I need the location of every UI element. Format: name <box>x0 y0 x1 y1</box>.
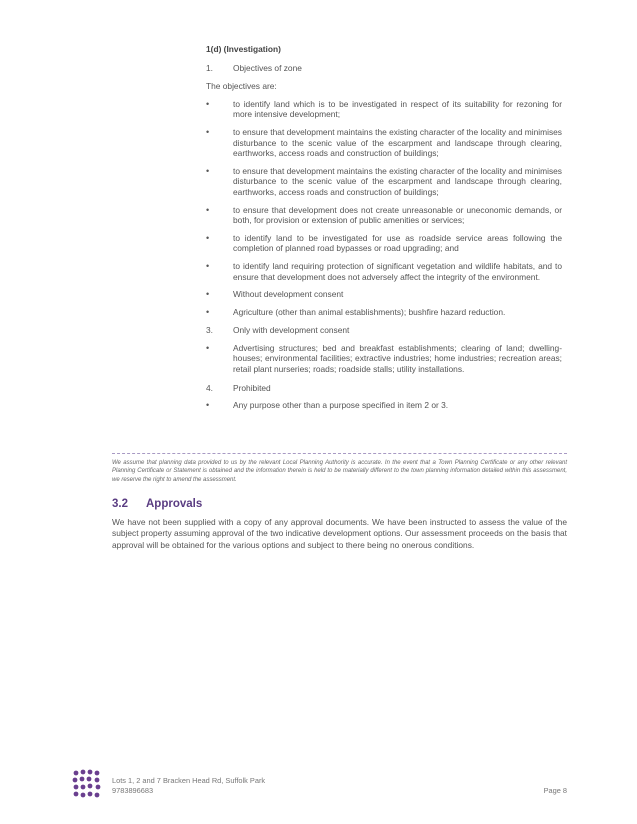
prohibited-item: • Any purpose other than a purpose specified in item 2 or 3. <box>206 400 449 411</box>
zone-heading: 1(d) (Investigation) <box>206 44 281 54</box>
objectives-number: 1. <box>206 62 213 73</box>
section-title: Approvals <box>146 498 203 510</box>
company-logo-icon <box>72 769 102 801</box>
objectives-heading <box>206 63 562 74</box>
bullet-icon: • <box>206 232 210 243</box>
bullet-icon: • <box>206 165 210 176</box>
objective-item: • to ensure that development maintains the existing character of the locality and minimises disturbance to the scenic value of the escarpment and landscape through clearing, earthworks, access roads and construction of buildings; <box>206 126 562 159</box>
objectives-intro: The objectives are: <box>206 81 277 92</box>
zone-table <box>206 44 562 411</box>
section-number: 3.2 <box>112 498 128 510</box>
objective-item: • to identify land requiring protection of significant vegetation and wildlife habitats, and to ensure that development does not adversely affect the integrity of the environment. <box>206 260 562 282</box>
prohibited-heading: 4. Prohibited <box>206 382 271 393</box>
objective-item: • to ensure that development maintains the existing character of the locality and minimises disturbance to the scenic value of the escarpment and landscape through clearing, earthworks, access roads and construction of buildings; <box>206 165 562 197</box>
bullet-icon: • <box>206 289 210 300</box>
bullet-icon: • <box>206 260 210 271</box>
bullet-icon: • <box>206 306 210 317</box>
footer-reference: 9783896683 <box>112 786 154 795</box>
bullet-icon: • <box>206 126 210 137</box>
objective-item: • to ensure that development does not create unreasonable or uneconomic demands, or both, for provision or extension of public amenities or services; <box>206 204 562 226</box>
without-consent-item: • Agriculture (other than animal establishments); bushfire hazard reduction. <box>206 306 506 317</box>
objective-item: • to identify land to be investigated for use as roadside service areas following the completion of planned road bypasses or road upgrading; and <box>206 232 562 254</box>
objective-item: • to identify land which is to be investigated in respect of its suitability for rezoning for more intensive development; <box>206 98 562 120</box>
bullet-icon: • <box>206 98 210 109</box>
footer-info <box>112 776 265 796</box>
page-number: Page 8 <box>543 786 567 795</box>
only-with-consent-item: • Advertising structures; bed and breakfast establishments; clearing of land; dwelling-houses; environmental facilities; extractive industries; home industries; recreation areas; retail plant nurseries; roads; roadside stalls; utility installations. <box>206 342 562 375</box>
section-heading <box>112 498 202 510</box>
footer-address: Lots 1, 2 and 7 Bracken Head Rd, Suffolk Park <box>112 776 266 785</box>
approvals-paragraph: We have not been supplied with a copy of any approval documents. We have been instructed to assess the value of the subject property assuming approval of the two indicative development options. Our assessment proceeds on the basis that approval will be obtained for the various options and subject to there being no onerous conditions. <box>112 517 567 550</box>
section-divider <box>112 453 567 454</box>
bullet-icon: • <box>206 400 210 411</box>
bullet-icon: • <box>206 342 210 353</box>
without-consent-heading: • Without development consent <box>206 289 344 300</box>
planning-disclaimer: We assume that planning data provided to us by the relevant Local Planning Authority is accurate. In the event that a Town Planning Certificate or any other relevant Planning Certificate or Statement is obtained and the information therein is held to be materially different to the town planning information detailed within this assessment, we reserve the right to amend the assessment. <box>112 460 567 483</box>
objectives-label: Objectives of zone <box>233 62 302 73</box>
only-with-consent-heading: 3. Only with development consent <box>206 325 350 336</box>
bullet-icon: • <box>206 204 210 215</box>
